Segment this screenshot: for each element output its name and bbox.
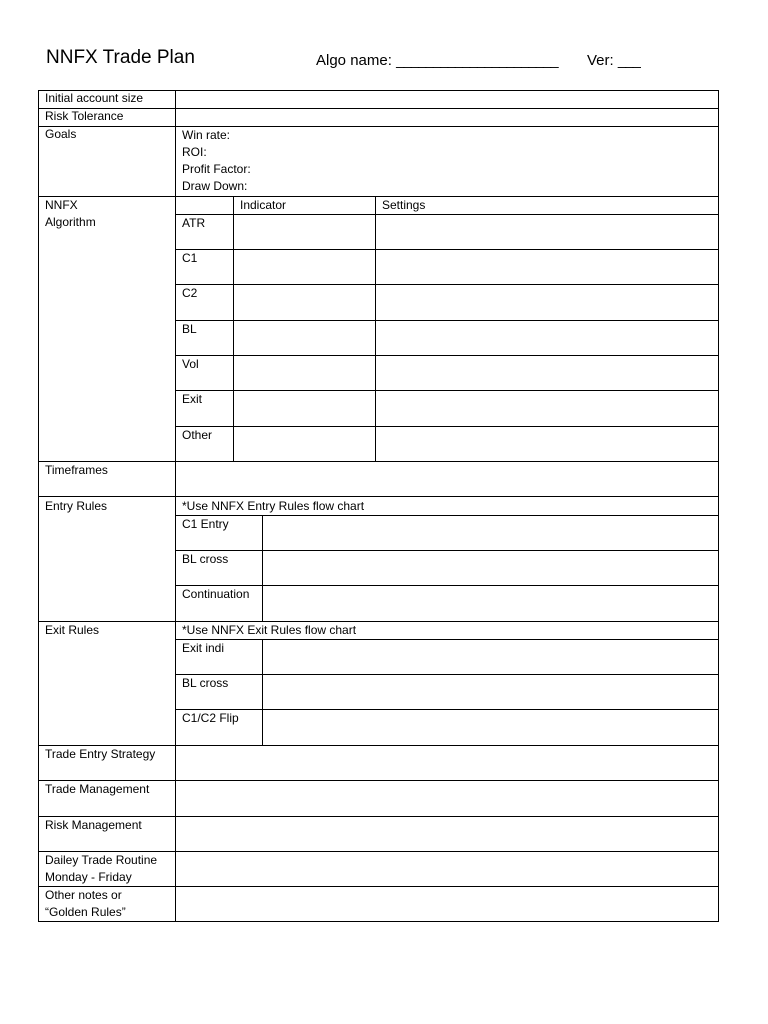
nnfx-label: NNFX: [45, 198, 78, 212]
exit-rules-label: Exit Rules: [45, 623, 100, 637]
algo-name-field: [316, 52, 558, 69]
indicator-header: Indicator: [240, 198, 287, 212]
other-notes-label-2: “Golden Rules”: [45, 905, 126, 919]
algo-item-vol: Vol: [182, 357, 199, 371]
row-divider: [38, 886, 719, 887]
algo-item-bl: BL: [182, 322, 197, 336]
goal-win-rate: Win rate:: [182, 128, 231, 142]
algo-name-label: Algo name:: [316, 52, 392, 69]
trade-plan-table: [38, 90, 719, 922]
entry-item-continuation: Continuation: [182, 587, 250, 601]
exit-item-bl-cross: BL cross: [182, 676, 229, 690]
algo-column-divider: [375, 196, 376, 462]
entry-column-divider: [262, 515, 263, 622]
algo-item-other: Other: [182, 428, 213, 442]
entry-rules-label: Entry Rules: [45, 499, 108, 513]
exit-row-divider: [175, 639, 719, 640]
algo-row-divider: [175, 214, 719, 215]
row-divider: [38, 196, 719, 197]
algo-column-divider: [233, 196, 234, 462]
algo-item-exit: Exit: [182, 392, 203, 406]
row-divider: [38, 496, 719, 497]
trade-entry-strategy-label: Trade Entry Strategy: [45, 747, 156, 761]
algo-row-divider: [175, 426, 719, 427]
entry-row-divider: [175, 585, 719, 586]
goal-profit-factor: Profit Factor:: [182, 162, 251, 176]
timeframes-label: Timeframes: [45, 463, 108, 477]
algo-item-atr: ATR: [182, 216, 206, 230]
page-title: NNFX Trade Plan: [46, 47, 195, 68]
settings-header: Settings: [382, 198, 426, 212]
exit-row-divider: [175, 674, 719, 675]
row-divider: [38, 126, 719, 127]
daily-routine-label-2: Monday - Friday: [45, 870, 132, 884]
algo-row-divider: [175, 320, 719, 321]
exit-note: *Use NNFX Exit Rules flow chart: [182, 623, 357, 637]
other-notes-label: Other notes or: [45, 888, 122, 902]
table-border: [38, 90, 39, 922]
algo-name-blank: ______________________: [396, 52, 558, 69]
exit-column-divider: [262, 639, 263, 746]
goal-roi: ROI:: [182, 145, 207, 159]
row-divider: [38, 461, 719, 462]
trade-management-label: Trade Management: [45, 782, 150, 796]
algo-item-c2: C2: [182, 286, 198, 300]
entry-item-bl-cross: BL cross: [182, 552, 229, 566]
algo-row-divider: [175, 355, 719, 356]
exit-item-c1-c2-flip: C1/C2 Flip: [182, 711, 239, 725]
risk-tolerance-label: Risk Tolerance: [45, 109, 124, 123]
goals-label: Goals: [45, 127, 77, 141]
risk-management-label: Risk Management: [45, 818, 142, 832]
algorithm-label: Algorithm: [45, 215, 96, 229]
algo-row-divider: [175, 284, 719, 285]
exit-row-divider: [175, 709, 719, 710]
version-field: [587, 52, 640, 69]
entry-note: *Use NNFX Entry Rules flow chart: [182, 499, 365, 513]
daily-routine-label: Dailey Trade Routine: [45, 853, 158, 867]
table-border: [38, 921, 719, 922]
row-divider: [38, 621, 719, 622]
row-divider: [38, 108, 719, 109]
algo-row-divider: [175, 249, 719, 250]
goal-draw-down: Draw Down:: [182, 179, 248, 193]
initial-account-size-label: Initial account size: [45, 91, 144, 105]
exit-item-exit-indi: Exit indi: [182, 641, 225, 655]
version-label: Ver:: [587, 52, 614, 69]
entry-row-divider: [175, 515, 719, 516]
algo-row-divider: [175, 390, 719, 391]
algo-item-c1: C1: [182, 251, 198, 265]
entry-item-c1-entry: C1 Entry: [182, 517, 229, 531]
entry-row-divider: [175, 550, 719, 551]
version-blank: ___: [617, 52, 640, 69]
